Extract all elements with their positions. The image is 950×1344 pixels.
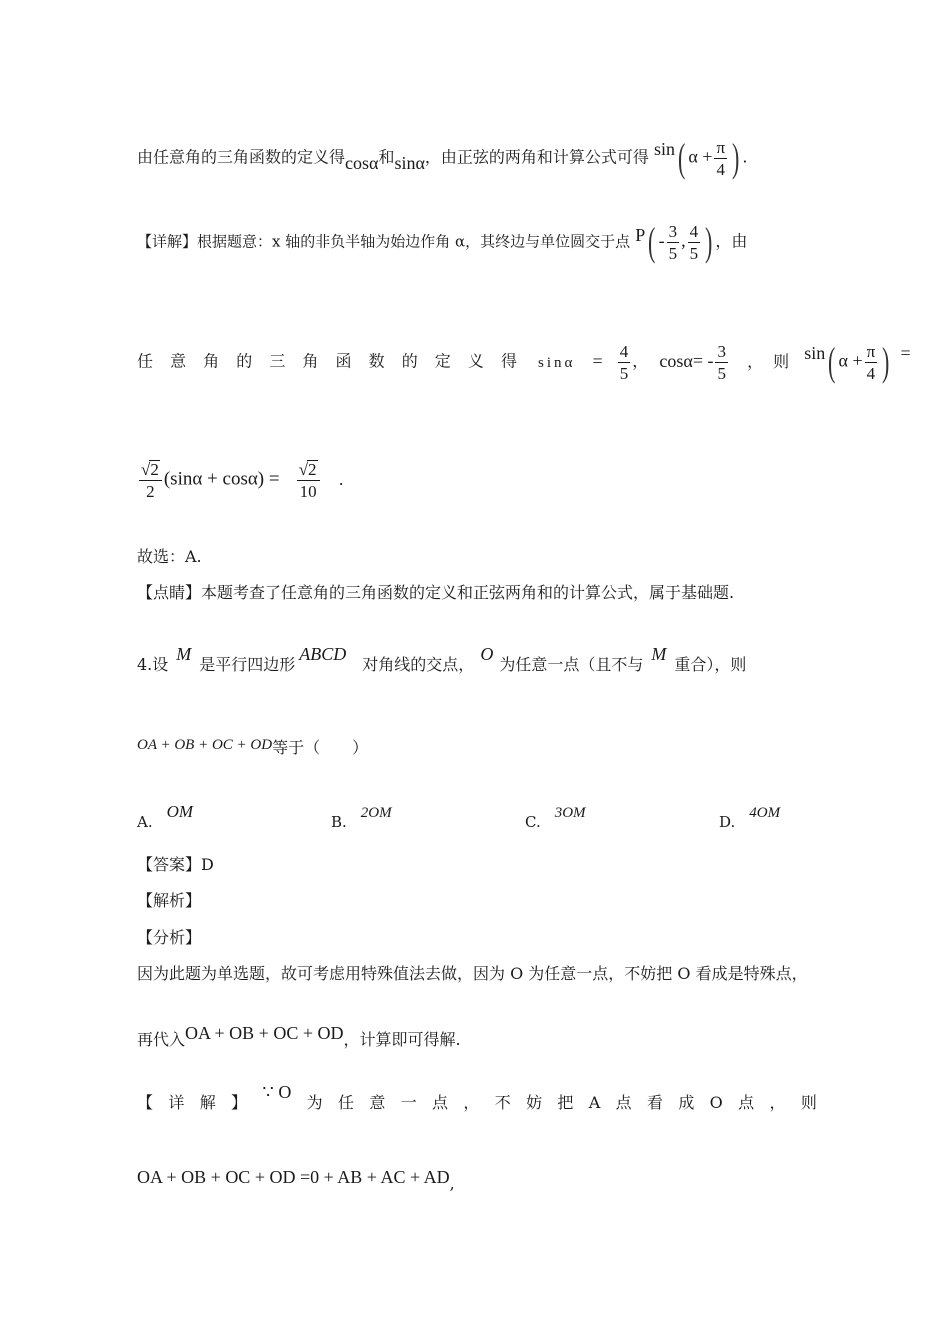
text: 再代入 [137,1030,186,1049]
denominator: 10 [299,482,317,501]
right-paren: ) [882,339,890,384]
cos-alpha: cosα [345,152,379,173]
text: 4.设 [137,655,169,674]
numerator: 3 [717,341,726,361]
radicand: 2 [308,460,317,479]
left-paren: ( [828,339,836,384]
sqrt2-over-2 [139,460,162,500]
char: 点 [738,1093,755,1112]
option-value: 3OM [554,805,586,821]
option-value: 2OM [360,805,392,821]
vector-sum: OA + OB + OC + OD [137,737,273,753]
char: ， [769,1093,786,1112]
period: . [742,147,748,167]
comma: , [681,230,686,251]
option-label: B. [331,813,347,831]
denominator: 5 [668,243,678,263]
char: O [709,1093,723,1112]
text: 【详解】根据题意：x 轴的非负半轴为始边作角 α，其终边与单位圆交于点 [137,232,631,251]
option-a[interactable] [137,802,194,831]
cos-alpha: cosα [659,350,693,371]
point-m: M [176,644,192,664]
question-4-stem [137,644,747,674]
vector-sum: OA + OB + OC + OD [185,1023,344,1043]
alpha-plus: α + [838,350,863,371]
char: 【 [137,1093,154,1112]
option-c[interactable] [525,802,586,831]
denominator: 5 [689,243,699,263]
minus: - [658,230,665,251]
text: 重合），则 [674,655,747,674]
char: A [588,1093,601,1112]
option-b[interactable] [331,802,392,831]
numerator: 4 [689,221,699,241]
because-o: ∵ O [262,1082,292,1102]
text: 对角线的交点， [362,655,475,674]
char: 看 [646,1093,663,1112]
option-d[interactable] [719,802,781,831]
point-o: O [480,644,494,664]
denominator: 2 [146,482,155,501]
char: 成 [678,1093,695,1112]
denominator: 4 [866,363,876,383]
comma: ， [747,351,764,371]
numerator: π [716,137,726,157]
alpha-plus: α + [688,146,713,167]
numerator: 4 [619,341,629,361]
sin-label: sin [654,138,676,159]
then: 则 [773,351,790,371]
fenxi-heading: 【分析】 [137,928,202,947]
analysis-line-1 [137,135,748,180]
text: 和 [378,147,395,167]
char: 把 [557,1093,574,1112]
numerator: √2 [139,460,162,481]
char: 意 [369,1093,386,1112]
text: 由任意角的三角函数的定义得 [137,147,346,167]
pi-over-4 [865,343,878,382]
char: 点 [615,1093,632,1112]
text: ，由 [715,231,748,251]
option-value: 4OM [749,805,781,821]
detail-4-line-1 [137,1082,817,1113]
parallelogram-abcd: ABCD [299,644,347,664]
char: ， [463,1093,480,1112]
text: 是平行四边形 [199,655,296,674]
fenxi-line-2 [137,1023,461,1049]
text: 为任意一点（且不与 [499,655,644,674]
frac-3-5 [667,223,680,262]
pi-over-4 [714,139,727,178]
right-paren: ) [705,219,713,264]
char: 则 [800,1093,817,1112]
char: 妨 [526,1093,543,1112]
char: 一 [400,1093,417,1112]
sin-label: sin [804,342,826,363]
sum-expression: (sinα + cosα) = [163,468,280,490]
detail-4-line-2 [137,1167,455,1193]
denominator: 4 [716,159,725,179]
comma: , [449,1174,455,1193]
equals: = [900,342,911,363]
question-4-expr [137,737,369,757]
detail-line-2 [137,339,911,384]
numerator: π [866,341,876,361]
frac-3-5 [715,343,728,382]
text: ，计算即可得解. [343,1030,461,1049]
denominator: 5 [717,363,726,383]
char: 任 [338,1093,355,1112]
numerator: √2 [297,460,320,481]
frac-4-5 [618,343,631,382]
right-paren: ) [732,135,740,180]
equals: = [592,350,603,371]
char: 详 [168,1093,185,1112]
sqrt2-over-10 [297,460,320,500]
answer: 【答案】D [137,855,214,874]
text: 任 意 角 的 三 角 函 数 的 定 义 得 [137,351,523,371]
option-label: D. [719,813,736,831]
char: 点 [432,1093,449,1112]
fenxi-line-1: 因为此题为单选题，故可考虑用特殊值法去做，因为 O 为任意一点，不妨把 O 看成是特殊点， [137,964,808,983]
choose-answer: 故选：A. [137,547,202,566]
char: 】 [231,1093,248,1112]
point-m: M [651,644,667,664]
option-label: A. [137,813,153,831]
sin-alpha: sinα [538,354,576,371]
option-label: C. [525,813,541,831]
sin-alpha: sinα [394,152,425,173]
detail-line-3 [137,460,344,500]
char: 不 [494,1093,511,1112]
comma: ， [632,351,649,371]
equals-minus: = - [692,350,714,371]
char: 为 [306,1093,323,1112]
denominator: 5 [619,363,629,383]
radicand: 2 [150,460,159,479]
vector-equation: OA + OB + OC + OD =0 + AB + AC + AD [137,1167,450,1187]
analysis-heading: 【解析】 [137,891,202,910]
period: . [338,469,344,489]
char: 解 [199,1093,216,1112]
text: 等于（ ） [272,738,369,757]
numerator: 3 [668,221,678,241]
point-p: P [635,224,646,245]
left-paren: ( [648,219,656,264]
frac-4-5 [688,223,701,262]
left-paren: ( [678,135,686,180]
detail-line-1 [137,219,748,264]
comment: 【点睛】本题考查了任意角的三角函数的定义和正弦两角和的计算公式，属于基础题. [137,583,735,602]
text: ，由正弦的两角和计算公式可得 [424,147,649,167]
option-value: OM [166,802,194,821]
